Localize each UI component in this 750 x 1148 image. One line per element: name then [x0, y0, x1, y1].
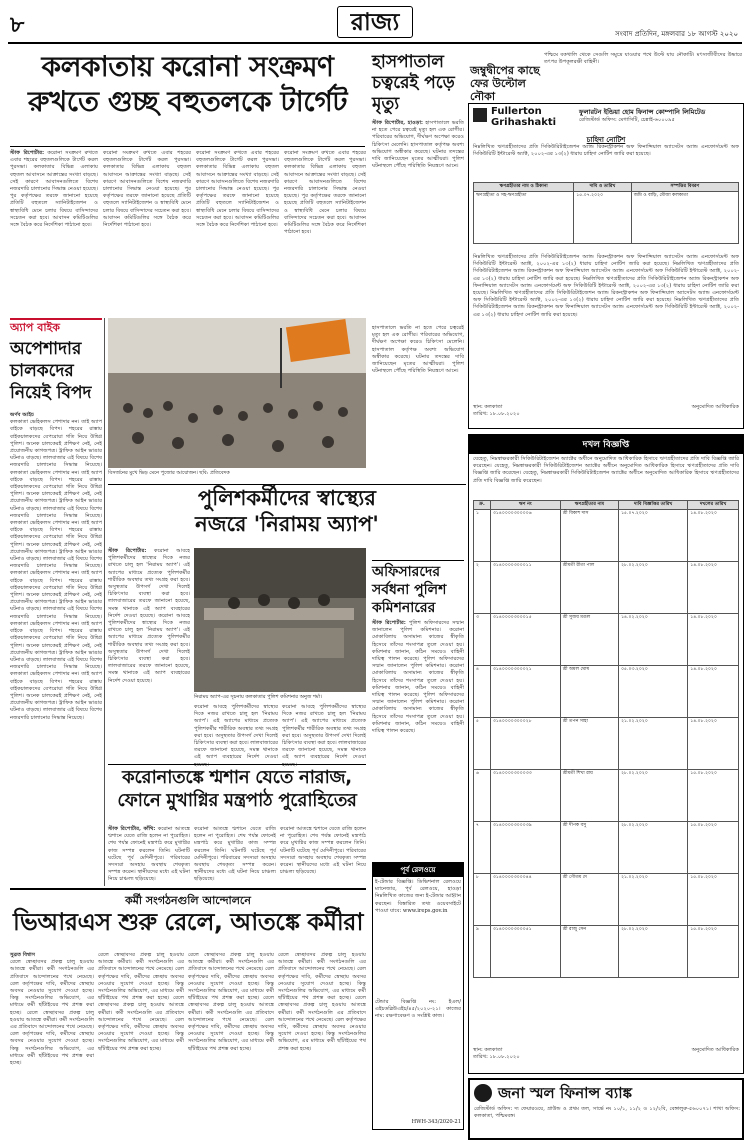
table-row: ৫ ৩১৪০০০০৩০০০২৮ শ্রী তপন সাহা ২১.০২.২০২০ ১৪.০৮.২০২০: [474, 718, 739, 770]
table-row: ৬ ৩১৪০০০০৩০০০৩৩ শ্রীমতী শিখা রায় ২৮.০২.২০২০ ১৫.০৮.২০২০: [474, 770, 739, 822]
table-row: ২ ৩১৪০০০০৩০০০১১ শ্রীমতী রীতা পাল ২৮.০২.২০২০ ১৪.০৮.২০২০: [474, 562, 739, 614]
fullerton-address: রেজিস্টার্ড অফিস: মেগাসিটি, চেন্নাই-৬০০০৯৫: [579, 117, 675, 123]
lead-body-col-1: [10, 150, 98, 328]
lead-headline-block: [10, 52, 365, 147]
possession-sign-officer: অনুমোদিত আধিকারিক: [691, 1047, 739, 1053]
table-row: ১ ৩১৪০০০০৩০০০০৬ শ্রী বিকাশ দাস ১৫.০৭.২০২০ ১৪.০৮.২০২০: [474, 510, 739, 562]
fullerton-sign-place: স্থান: কলকাতা তারিখ: ১৮.০৮.২০২০: [473, 404, 520, 418]
boat-story-body: পশ্চিমে বকখালি থেকে সেগুলি সমুদ্রে যাওয়ার পথে উল্টে যায় নৌকাটি। মৎস্যজীবীদের উদ্ধারে তৎপর উপকূলরক্ষী বাহিনী।: [544, 52, 742, 66]
railway-ad: [372, 862, 464, 1130]
railway-ad-title: পূর্ব রেলওয়ে: [373, 863, 463, 877]
side-story-headline: হাসপাতাল চত্বরেই পড়ে মৃত্যু: [372, 52, 455, 114]
app-story-tag: অ্যাপ বাইক: [10, 321, 60, 334]
vrs-body-col-2: রেলে স্বেচ্ছাবসর প্রকল্প চালু হওয়ায় আতঙ্কে কর্মীরা। কর্মী সংগঠনগুলি এর প্রতিবাদে আন্দোলনের পথে নেমেছে। রেল কর্তৃপক্ষের দাবি, কর্মীদের স্বেচ্ছায় অবসর নেওয়ার সুযোগ দেওয়া হচ্ছে। কিন্তু সংগঠনগুলির অভিযোগ, এর মাধ্যমে কর্মী ছাঁটাইয়ের পথ প্রশস্ত করা হচ্ছে। রেলে স্বেচ্ছাবসর প্রকল্প চালু হওয়ায় আতঙ্কে কর্মীরা। কর্মী সংগঠনগুলি এর প্রতিবাদে আন্দোলনের পথে নেমেছে। রেল কর্তৃপক্ষের দাবি, কর্মীদের স্বেচ্ছায় অবসর নেওয়ার সুযোগ দেওয়া হচ্ছে। কিন্তু সংগঠনগুলির অভিযোগ, এর মাধ্যমে কর্মী ছাঁটাইয়ের পথ প্রশস্ত করা হচ্ছে।: [98, 952, 184, 1052]
officer-story-headline: অফিসারদের সর্বধনা পুলিশ কমিশনারের: [372, 560, 464, 617]
possession-table: ক্র. ঋণ নং ঋণগ্রহীতার নাম দাবি বিজ্ঞপ্তির তারিখ দখলের তারিখ ১ ৩১৪০০০০৩০০০০৬ শ্রী বিকাশ দাস ১৫.০৭.২০২০ ১৪.০৮.২০২০ ২ ৩১৪০০০০৩০০০১১ শ্রীমতী রীতা পাল ২৮.০২.২০২০ ১৪.০৮.২০২০ ৩ ৩১৪০০০০৩০০০১৫ শ্রী সুজয় মণ্ডল ১৪.০২.২০২০ ১৪.০৮.২০২০ ৪ ৩১৪০০০০৩০০০২১ শ্রী অমল ঘোষ ০৫.০৩.২০২০ ১৪.০৮.২০২০ ৫ ৩১৪০০০০৩০০০২৮ শ্রী তপন সাহা ২১.০২.২০২০ ১৪.০৮.২০২০ ৬ ৩১৪০০০০৩০০০৩৩ শ্রীমতী শিখা রায় ২৮.০২.২০২০ ১৫.০৮.২০২০ ৭ ৩১৪০০০০৩০০০৩৯ শ্রী দীপক বসু ২৮.০২.২০২০ ১৫.০৮.২০২০ ৮ ৩১৪০০০০৩০০০৪৪ শ্রী গৌতম দে ২১.০২.২০২০ ১৫.০৮.২০২০ ৯ ৩১৪০০০০৩০০০৫১ শ্রী রাজু সেন ২৮.০২.২০২০ ১৫.০৮.২০২০: [469, 500, 743, 978]
lead-headline-2: রুখতে গুচ্ছ বহুতলকে টার্গেট: [27, 85, 348, 119]
lead-headline-1: কলকাতায় করোনা সংক্রমণ: [41, 50, 334, 83]
app-story-headline: অপেশাদার চালকদের নিয়েই বিপদ: [10, 339, 92, 403]
fullerton-ad: [468, 103, 744, 429]
jana-bank-name: জনা স্মল ফিনান্স ব্যাঙ্ক: [498, 1084, 632, 1102]
police-story-body-col-3: করোনা আবহে পুলিশকর্মীদের স্বাস্থ্যের দিকে নজর রাখতে চালু হল 'নিরাময় অ্যাপ'। এই অ্যাপের মাধ্যমে প্রত্যেক পুলিশকর্মীর শারীরিক অবস্থার তথ্য সংগ্রহ করা হবে। অসুস্থতার উপসর্গ দেখা দিলেই চিকিৎসার ব্যবস্থা করা হবে। লালবাজারের তরফে জানানো হয়েছে, সমস্ত থানাকে এই অ্যাপ ব্যবহারের নির্দেশ দেওয়া হয়েছে।: [282, 704, 366, 768]
railway-ad-ref: HWH-343/2020-21: [411, 1119, 461, 1125]
crowd-photo: [108, 318, 366, 468]
possession-intro: যেহেতু, নিম্নস্বাক্ষরকারী সিকিউরিটাইজেশন অ্যাক্টের অধীনে অনুমোদিত আধিকারিক হিসাবে ঋণগ্রহীতাদের প্রতি দাবি বিজ্ঞপ্তি জারি করেছেন। যেহেতু, নিম্নস্বাক্ষরকারী সিকিউরিটাইজেশন অ্যাক্টের অধীনে অনুমোদিত আধিকারিক হিসাবে ঋণগ্রহীতাদের প্রতি দাবি বিজ্ঞপ্তি জারি করেছেন। যেহেতু, নিম্নস্বাক্ষরকারী সিকিউরিটাইজেশন অ্যাক্টের অধীনে অনুমোদিত আধিকারিক হিসাবে ঋণগ্রহীতাদের প্রতি দাবি বিজ্ঞপ্তি জারি করেছেন।: [473, 456, 739, 484]
table-row: ৩ ৩১৪০০০০৩০০০১৫ শ্রী সুজয় মণ্ডল ১৪.০২.২০২০ ১৪.০৮.২০২০: [474, 614, 739, 666]
lead-body-col-2: করোনা সংক্রমণ রুখতে এবার শহরের বহুতলগুলিকে টার্গেট করল পুরসভা। কলকাতার বিভিন্ন এলাকায় বহুতল আবাসনে আক্রান্তের সংখ্যা বাড়ছে। সেই কারণে আবাসনগুলিতে বিশেষ নজরদারি চালানোর সিদ্ধান্ত নেওয়া হয়েছে। পুর কর্তৃপক্ষের তরফে জানানো হয়েছে প্রতিটি বহুতলে স্যানিটাইজেশন ও স্বাস্থ্যবিধি মেনে চলার বিষয়ে বাসিন্দাদের সচেতন করা হবে। আবাসন কমিটিগুলির সঙ্গে বৈঠক করে নির্দেশিকা পাঠানো হবে।: [103, 150, 191, 229]
page-number: ৮: [10, 13, 25, 38]
possession-sign-place: স্থান: কলকাতা তারিখ: ১৮.০৮.২০২০: [473, 1047, 520, 1061]
jana-bank-address: রেজিস্টার্ড অফিস: দ্য ফেয়ারওয়ে, গ্রাউন্ড ও প্রথম তল, সার্ভে নং ১০/১, ১১/২ ও ১২/২বি, বেঙ্গালুরু-৫৬০০৭১। শাখা অফিস: কলকাতা, পশ্চিমবঙ্গ।: [474, 1106, 740, 1120]
boat-story-headline: জম্বুদ্বীপের কাছে ফের উল্টোল নৌকা: [470, 64, 540, 103]
police-photo-caption: নিরাময় অ্যাপ-এর সূচনায় কলকাতার পুলিশ কমিশনার অনুজ শর্মা।: [194, 694, 322, 700]
fullerton-table: ঋণগ্রহীতার নাম ও ঠিকানা দাবি ও তারিখ সম্পত্তির বিবরণ ঋণগ্রহীতা ও সহ-ঋণগ্রহীতা ১৫.০৭.২০২০ জমি ও বাড়ি, মৌজা কলকাতা: [473, 182, 739, 244]
jana-bank-ad: [468, 1078, 744, 1140]
table-row: ৮ ৩১৪০০০০৩০০০৪৪ শ্রী গৌতম দে ২১.০২.২০২০ ১৫.০৮.২০২০: [474, 874, 739, 926]
side-story-body-col-1b: হাসপাতালে ভরতি না হতে পেরে চত্বরেই মৃত্যু হল এক রোগীর। পরিবারের অভিযোগ, দীর্ঘক্ষণ অপেক্ষা করেও চিকিৎসা মেলেনি। হাসপাতাল কর্তৃপক্ষ অবশ্য অভিযোগ অস্বীকার করেছে। ঘটনার তদন্তের দাবি জানিয়েছেন মৃতের আত্মীয়রা। পুলিশ ঘটনাস্থলে পৌঁছে পরিস্থিতি নিয়ন্ত্রণে আনে।: [372, 325, 464, 375]
fullerton-notice-body: নিম্নলিখিত ঋণগ্রহীতাদের প্রতি সিকিউরিটাইজেশন অ্যান্ড রিকনস্ট্রাকশন অফ ফিনান্সিয়াল অ্যাসেটস অ্যান্ড এনফোর্সমেন্ট অফ সিকিউরিটি ইন্টারেস্ট অ্যাক্ট, ২০০২-এর ১৩(২) ধারায় চাহিদা নোটিশ জারি করা হয়েছে।: [473, 144, 739, 158]
police-photo: [194, 548, 366, 692]
fullerton-logo-icon: [473, 108, 487, 122]
police-story-headline: পুলিশকর্মীদের স্বাস্থ্যের নজরে 'নিরাময় অ্যাপ': [108, 484, 466, 542]
possession-notice-title: দখল বিজ্ঞপ্তি: [469, 435, 743, 454]
table-row: ৯ ৩১৪০০০০৩০০০৫১ শ্রী রাজু সেন ২৮.০২.২০২০ ১৫.০৮.২০২০: [474, 926, 739, 978]
lead-body: করোনা সংক্রমণ রুখতে এবার শহরের বহুতলগুলিকে টার্গেট করল পুরসভা। কলকাতার বিভিন্ন এলাকায় বহুতল আবাসনে আক্রান্তের সংখ্যা বাড়ছে। সেই কারণে আবাসনগুলিতে বিশেষ নজরদারি চালানোর সিদ্ধান্ত নেওয়া হয়েছে। পুর কর্তৃপক্ষের তরফে জানানো হয়েছে প্রতিটি বহুতলে স্যানিটাইজেশন ও স্বাস্থ্যবিধি মেনে চলার বিষয়ে বাসিন্দাদের সচেতন করা হবে। আবাসন কমিটিগুলির সঙ্গে বৈঠক করে নির্দেশিকা পাঠানো হবে।: [10, 150, 98, 229]
lead-body-col-3: করোনা সংক্রমণ রুখতে এবার শহরের বহুতলগুলিকে টার্গেট করল পুরসভা। কলকাতার বিভিন্ন এলাকায় বহুতল আবাসনে আক্রান্তের সংখ্যা বাড়ছে। সেই কারণে আবাসনগুলিতে বিশেষ নজরদারি চালানোর সিদ্ধান্ত নেওয়া হয়েছে। পুর কর্তৃপক্ষের তরফে জানানো হয়েছে প্রতিটি বহুতলে স্যানিটাইজেশন ও স্বাস্থ্যবিধি মেনে চলার বিষয়ে বাসিন্দাদের সচেতন করা হবে। আবাসন কমিটিগুলির সঙ্গে বৈঠক করে নির্দেশিকা পাঠানো হবে।: [196, 150, 279, 229]
cremation-body-col-1: স্টাফ রিপোর্টার, কাঁথি: করোনা আতঙ্কে শ্মশানে যেতে রাজি হলেন না পুরোহিত। শেষ পর্যন্ত ফোনেই মন্ত্রপাঠ করে মুখাগ্নির কাজ সম্পন্ন করলেন তিনি। ঘটনাটি ঘটেছে পূর্ব মেদিনীপুরে। পরিবারের সদস্যরা অসহায় অবস্থায় শেষকৃত্য সম্পন্ন করেন। স্থানীয়দের মধ্যে এই ঘটনা নিয়ে চাঞ্চল্য ছড়িয়েছে।: [108, 826, 191, 883]
table-row: ৪ ৩১৪০০০০৩০০০২১ শ্রী অমল ঘোষ ০৫.০৩.২০২০ ১৪.০৮.২০২০: [474, 666, 739, 718]
police-story-body-col-2: করোনা আবহে পুলিশকর্মীদের স্বাস্থ্যের দিকে নজর রাখতে চালু হল 'নিরাময় অ্যাপ'। এই অ্যাপের মাধ্যমে প্রত্যেক পুলিশকর্মীর শারীরিক অবস্থার তথ্য সংগ্রহ করা হবে। অসুস্থতার উপসর্গ দেখা দিলেই চিকিৎসার ব্যবস্থা করা হবে। লালবাজারের তরফে জানানো হয়েছে, সমস্ত থানাকে এই অ্যাপ ব্যবহারের নির্দেশ দেওয়া হয়েছে।: [194, 704, 278, 768]
header-rule: [8, 42, 742, 44]
crowd-photo-caption: বিসর্জনের মুখে ভিড় মেনে পুজোর আয়োজন। ছবি: প্রতিবেদক: [108, 470, 230, 476]
cremation-body-col-2: করোনা আতঙ্কে শ্মশানে যেতে রাজি হলেন না পুরোহিত। শেষ পর্যন্ত ফোনেই মন্ত্রপাঠ করে মুখাগ্নির কাজ সম্পন্ন করলেন তিনি। ঘটনাটি ঘটেছে পূর্ব মেদিনীপুরে। পরিবারের সদস্যরা অসহায় অবস্থায় শেষকৃত্য সম্পন্ন করেন। স্থানীয়দের মধ্যে এই ঘটনা নিয়ে চাঞ্চল্য ছড়িয়েছে।: [194, 826, 276, 883]
table-row: ৭ ৩১৪০০০০৩০০০৩৯ শ্রী দীপক বসু ২৮.০২.২০২০ ১৫.০৮.২০২০: [474, 822, 739, 874]
vrs-body-col-1: সুব্রত বিশ্বাস রেলে স্বেচ্ছাবসর প্রকল্প চালু হওয়ায় আতঙ্কে কর্মীরা। কর্মী সংগঠনগুলি এর প্রতিবাদে আন্দোলনের পথে নেমেছে। রেল কর্তৃপক্ষের দাবি, কর্মীদের স্বেচ্ছায় অবসর নেওয়ার সুযোগ দেওয়া হচ্ছে। কিন্তু সংগঠনগুলির অভিযোগ, এর মাধ্যমে কর্মী ছাঁটাইয়ের পথ প্রশস্ত করা হচ্ছে। রেলে স্বেচ্ছাবসর প্রকল্প চালু হওয়ায় আতঙ্কে কর্মীরা। কর্মী সংগঠনগুলি এর প্রতিবাদে আন্দোলনের পথে নেমেছে। রেল কর্তৃপক্ষের দাবি, কর্মীদের স্বেচ্ছায় অবসর নেওয়ার সুযোগ দেওয়া হচ্ছে। কিন্তু সংগঠনগুলির অভিযোগ, এর মাধ্যমে কর্মী ছাঁটাইয়ের পথ প্রশস্ত করা হচ্ছে।: [10, 952, 94, 1067]
fullerton-brand-1: Fullerton: [491, 106, 542, 117]
vrs-headline: ভিআরএস শুরু রেলে, আতঙ্কে কর্মীরা: [13, 908, 363, 936]
lead-byline: স্টাফ রিপোর্টার:: [10, 150, 45, 156]
vrs-body-col-4: রেলে স্বেচ্ছাবসর প্রকল্প চালু হওয়ায় আতঙ্কে কর্মীরা। কর্মী সংগঠনগুলি এর প্রতিবাদে আন্দোলনের পথে নেমেছে। রেল কর্তৃপক্ষের দাবি, কর্মীদের স্বেচ্ছায় অবসর নেওয়ার সুযোগ দেওয়া হচ্ছে। কিন্তু সংগঠনগুলির অভিযোগ, এর মাধ্যমে কর্মী ছাঁটাইয়ের পথ প্রশস্ত করা হচ্ছে। রেলে স্বেচ্ছাবসর প্রকল্প চালু হওয়ায় আতঙ্কে কর্মীরা। কর্মী সংগঠনগুলি এর প্রতিবাদে আন্দোলনের পথে নেমেছে। রেল কর্তৃপক্ষের দাবি, কর্মীদের স্বেচ্ছায় অবসর নেওয়ার সুযোগ দেওয়া হচ্ছে। কিন্তু সংগঠনগুলির অভিযোগ, এর মাধ্যমে কর্মী ছাঁটাইয়ের পথ প্রশস্ত করা হচ্ছে।: [278, 952, 366, 1052]
jana-logo-icon: [474, 1084, 492, 1102]
railway-ad-body: ই-টেন্ডার বিজ্ঞপ্তি। ডিভিশনাল রেলওয়ে ম্যানেজার, পূর্ব রেলওয়ে, হাওড়া নিম্নলিখিত কাজের জন্য ই-টেন্ডার আহ্বান করছেন। বিস্তারিত তথ্য ওয়েবসাইটে পাওয়া যাবে: www.ireps.gov.in: [375, 879, 461, 914]
side-story-body-col-1: স্টাফ রিপোর্টার, হাওড়া: হাসপাতালে ভরতি না হতে পেরে চত্বরেই মৃত্যু হল এক রোগীর। পরিবারের অভিযোগ, দীর্ঘক্ষণ অপেক্ষা করেও চিকিৎসা মেলেনি। হাসপাতাল কর্তৃপক্ষ অবশ্য অভিযোগ অস্বীকার করেছে। ঘটনার তদন্তের দাবি জানিয়েছেন মৃতের আত্মীয়রা। পুলিশ ঘটনাস্থলে পৌঁছে পরিস্থিতি নিয়ন্ত্রণে আনে।: [372, 120, 464, 170]
fullerton-company: ফুলারটন ইন্ডিয়া হোম ফিনান্স কোম্পানি লিমিটেড: [579, 108, 706, 116]
possession-notice-ad: [468, 434, 744, 1074]
fullerton-notice-title: চাহিদা নোটিশ: [586, 136, 626, 144]
police-story-body-col-1: স্টাফ রিপোর্টার: করোনা আবহে পুলিশকর্মীদের স্বাস্থ্যের দিকে নজর রাখতে চালু হল 'নিরাময় অ্যাপ'। এই অ্যাপের মাধ্যমে প্রত্যেক পুলিশকর্মীর শারীরিক অবস্থার তথ্য সংগ্রহ করা হবে। অসুস্থতার উপসর্গ দেখা দিলেই চিকিৎসার ব্যবস্থা করা হবে। লালবাজারের তরফে জানানো হয়েছে, সমস্ত থানাকে এই অ্যাপ ব্যবহারের নির্দেশ দেওয়া হয়েছে। করোনা আবহে পুলিশকর্মীদের স্বাস্থ্যের দিকে নজর রাখতে চালু হল 'নিরাময় অ্যাপ'। এই অ্যাপের মাধ্যমে প্রত্যেক পুলিশকর্মীর শারীরিক অবস্থার তথ্য সংগ্রহ করা হবে। অসুস্থতার উপসর্গ দেখা দিলেই চিকিৎসার ব্যবস্থা করা হবে। লালবাজারের তরফে জানানো হয়েছে, সমস্ত থানাকে এই অ্যাপ ব্যবহারের নির্দেশ দেওয়া হয়েছে।: [108, 548, 190, 684]
cremation-body-col-3: করোনা আতঙ্কে শ্মশানে যেতে রাজি হলেন না পুরোহিত। শেষ পর্যন্ত ফোনেই মন্ত্রপাঠ করে মুখাগ্নির কাজ সম্পন্ন করলেন তিনি। ঘটনাটি ঘটেছে পূর্ব মেদিনীপুরে। পরিবারের সদস্যরা অসহায় অবস্থায় শেষকৃত্য সম্পন্ন করেন। স্থানীয়দের মধ্যে এই ঘটনা নিয়ে চাঞ্চল্য ছড়িয়েছে।: [280, 826, 366, 876]
app-story-body: অর্ণব আইচ কলকাতা ভেহিকলস পেশাদার নন। তাই অ্যাপ বাইকে বাড়ছে বিপদ। শহরের রাস্তায় বাইকচালকদের বেপরোয়া গতি নিয়ে উদ্বিগ্ন পুলিশ। অনেক চালকেরই প্রশিক্ষণ নেই, নেই প্রয়োজনীয় কাগজপত্র। ট্রাফিক আইন ভাঙার ঘটনাও বাড়ছে। লালবাজার এই বিষয়ে বিশেষ নজরদারি চালানোর সিদ্ধান্ত নিয়েছে। কলকাতা ভেহিকলস পেশাদার নন। তাই অ্যাপ বাইকে বাড়ছে বিপদ। শহরের রাস্তায় বাইকচালকদের বেপরোয়া গতি নিয়ে উদ্বিগ্ন পুলিশ। অনেক চালকেরই প্রশিক্ষণ নেই, নেই প্রয়োজনীয় কাগজপত্র। ট্রাফিক আইন ভাঙার ঘটনাও বাড়ছে। লালবাজার এই বিষয়ে বিশেষ নজরদারি চালানোর সিদ্ধান্ত নিয়েছে। কলকাতা ভেহিকলস পেশাদার নন। তাই অ্যাপ বাইকে বাড়ছে বিপদ। শহরের রাস্তায় বাইকচালকদের বেপরোয়া গতি নিয়ে উদ্বিগ্ন পুলিশ। অনেক চালকেরই প্রশিক্ষণ নেই, নেই প্রয়োজনীয় কাগজপত্র। ট্রাফিক আইন ভাঙার ঘটনাও বাড়ছে। লালবাজার এই বিষয়ে বিশেষ নজরদারি চালানোর সিদ্ধান্ত নিয়েছে। কলকাতা ভেহিকলস পেশাদার নন। তাই অ্যাপ বাইকে বাড়ছে বিপদ। শহরের রাস্তায় বাইকচালকদের বেপরোয়া গতি নিয়ে উদ্বিগ্ন পুলিশ। অনেক চালকেরই প্রশিক্ষণ নেই, নেই প্রয়োজনীয় কাগজপত্র। ট্রাফিক আইন ভাঙার ঘটনাও বাড়ছে। লালবাজার এই বিষয়ে বিশেষ নজরদারি চালানোর সিদ্ধান্ত নিয়েছে। কলকাতা ভেহিকলস পেশাদার নন। তাই অ্যাপ বাইকে বাড়ছে বিপদ। শহরের রাস্তায় বাইকচালকদের বেপরোয়া গতি নিয়ে উদ্বিগ্ন পুলিশ। অনেক চালকেরই প্রশিক্ষণ নেই, নেই প্রয়োজনীয় কাগজপত্র। ট্রাফিক আইন ভাঙার ঘটনাও বাড়ছে। লালবাজার এই বিষয়ে বিশেষ নজরদারি চালানোর সিদ্ধান্ত নিয়েছে। কলকাতা ভেহিকলস পেশাদার নন। তাই অ্যাপ বাইকে বাড়ছে বিপদ। শহরের রাস্তায় বাইকচালকদের বেপরোয়া গতি নিয়ে উদ্বিগ্ন পুলিশ। অনেক চালকেরই প্রশিক্ষণ নেই, নেই প্রয়োজনীয় কাগজপত্র। ট্রাফিক আইন ভাঙার ঘটনাও বাড়ছে। লালবাজার এই বিষয়ে বিশেষ নজরদারি চালানোর সিদ্ধান্ত নিয়েছে।: [10, 412, 102, 721]
cremation-story-headline: করোনাতঙ্কে শ্মশান যেতে নারাজ, ফোনে মুখাগ্নির মন্ত্রপাঠ পুরোহিতের: [108, 764, 366, 822]
railway-ad-body-2: টেন্ডার বিজ্ঞপ্তি নং: ইএল/এইচডব্লিউএইচ/৪৫/২০২০-২১। কাজের নাম: রক্ষণাবেক্ষণ ও সংশ্লিষ্ট কাজ।: [375, 999, 461, 1020]
section-title: রাজ্য: [337, 6, 413, 38]
vrs-body-col-3: রেলে স্বেচ্ছাবসর প্রকল্প চালু হওয়ায় আতঙ্কে কর্মীরা। কর্মী সংগঠনগুলি এর প্রতিবাদে আন্দোলনের পথে নেমেছে। রেল কর্তৃপক্ষের দাবি, কর্মীদের স্বেচ্ছায় অবসর নেওয়ার সুযোগ দেওয়া হচ্ছে। কিন্তু সংগঠনগুলির অভিযোগ, এর মাধ্যমে কর্মী ছাঁটাইয়ের পথ প্রশস্ত করা হচ্ছে। রেলে স্বেচ্ছাবসর প্রকল্প চালু হওয়ায় আতঙ্কে কর্মীরা। কর্মী সংগঠনগুলি এর প্রতিবাদে আন্দোলনের পথে নেমেছে। রেল কর্তৃপক্ষের দাবি, কর্মীদের স্বেচ্ছায় অবসর নেওয়ার সুযোগ দেওয়া হচ্ছে। কিন্তু সংগঠনগুলির অভিযোগ, এর মাধ্যমে কর্মী ছাঁটাইয়ের পথ প্রশস্ত করা হচ্ছে।: [188, 952, 274, 1052]
dateline: সংবাদ প্রতিদিন, মঙ্গলবার ১৮ আগস্ট ২০২০: [615, 30, 738, 38]
lead-body-col-4: করোনা সংক্রমণ রুখতে এবার শহরের বহুতলগুলিকে টার্গেট করল পুরসভা। কলকাতার বিভিন্ন এলাকায় বহুতল আবাসনে আক্রান্তের সংখ্যা বাড়ছে। সেই কারণে আবাসনগুলিতে বিশেষ নজরদারি চালানোর সিদ্ধান্ত নেওয়া হয়েছে। পুর কর্তৃপক্ষের তরফে জানানো হয়েছে প্রতিটি বহুতলে স্যানিটাইজেশন ও স্বাস্থ্যবিধি মেনে চলার বিষয়ে বাসিন্দাদের সচেতন করা হবে। আবাসন কমিটিগুলির সঙ্গে বৈঠক করে নির্দেশিকা পাঠানো হবে।: [284, 150, 366, 236]
vrs-kicker: কর্মী সংগঠনগুলি আন্দোলনে: [125, 894, 251, 907]
officer-story-body: স্টাফ রিপোর্টার: পুলিশ অফিসারদের সম্মান জানালেন পুলিশ কমিশনার। করোনা মোকাবিলায় অসামান্য কাজের স্বীকৃতি হিসেবে তাঁদের শংসাপত্র তুলে দেওয়া হয়। কমিশনার জানান, কঠিন সময়েও বাহিনী দায়িত্ব পালন করেছে। পুলিশ অফিসারদের সম্মান জানালেন পুলিশ কমিশনার। করোনা মোকাবিলায় অসামান্য কাজের স্বীকৃতি হিসেবে তাঁদের শংসাপত্র তুলে দেওয়া হয়। কমিশনার জানান, কঠিন সময়েও বাহিনী দায়িত্ব পালন করেছে। পুলিশ অফিসারদের সম্মান জানালেন পুলিশ কমিশনার। করোনা মোকাবিলায় অসামান্য কাজের স্বীকৃতি হিসেবে তাঁদের শংসাপত্র তুলে দেওয়া হয়। কমিশনার জানান, কঠিন সময়েও বাহিনী দায়িত্ব পালন করেছে।: [372, 620, 464, 735]
fullerton-terms: নিম্নলিখিত ঋণগ্রহীতাদের প্রতি সিকিউরিটাইজেশন অ্যান্ড রিকনস্ট্রাকশন অফ ফিনান্সিয়াল অ্যাসেটস অ্যান্ড এনফোর্সমেন্ট অফ সিকিউরিটি ইন্টারেস্ট অ্যাক্ট, ২০০২-এর ১৩(২) ধারায় চাহিদা নোটিশ জারি করা হয়েছে। নিম্নলিখিত ঋণগ্রহীতাদের প্রতি সিকিউরিটাইজেশন অ্যান্ড রিকনস্ট্রাকশন অফ ফিনান্সিয়াল অ্যাসেটস অ্যান্ড এনফোর্সমেন্ট অফ সিকিউরিটি ইন্টারেস্ট অ্যাক্ট, ২০০২-এর ১৩(২) ধারায় চাহিদা নোটিশ জারি করা হয়েছে। নিম্নলিখিত ঋণগ্রহীতাদের প্রতি সিকিউরিটাইজেশন অ্যান্ড রিকনস্ট্রাকশন অফ ফিনান্সিয়াল অ্যাসেটস অ্যান্ড এনফোর্সমেন্ট অফ সিকিউরিটি ইন্টারেস্ট অ্যাক্ট, ২০০২-এর ১৩(২) ধারায় চাহিদা নোটিশ জারি করা হয়েছে। নিম্নলিখিত ঋণগ্রহীতাদের প্রতি সিকিউরিটাইজেশন অ্যান্ড রিকনস্ট্রাকশন অফ ফিনান্সিয়াল অ্যাসেটস অ্যান্ড এনফোর্সমেন্ট অফ সিকিউরিটি ইন্টারেস্ট অ্যাক্ট, ২০০২-এর ১৩(২) ধারায় চাহিদা নোটিশ জারি করা হয়েছে। নিম্নলিখিত ঋণগ্রহীতাদের প্রতি সিকিউরিটাইজেশন অ্যান্ড রিকনস্ট্রাকশন অফ ফিনান্সিয়াল অ্যাসেটস অ্যান্ড এনফোর্সমেন্ট অফ সিকিউরিটি ইন্টারেস্ট অ্যাক্ট, ২০০২-এর ১৩(২) ধারায় চাহিদা নোটিশ জারি করা হয়েছে।: [473, 254, 739, 318]
fullerton-sign-officer: অনুমোদিত আধিকারিক: [691, 404, 739, 410]
page-header: [0, 0, 750, 46]
fullerton-brand-2: Grihashakti: [491, 117, 557, 128]
